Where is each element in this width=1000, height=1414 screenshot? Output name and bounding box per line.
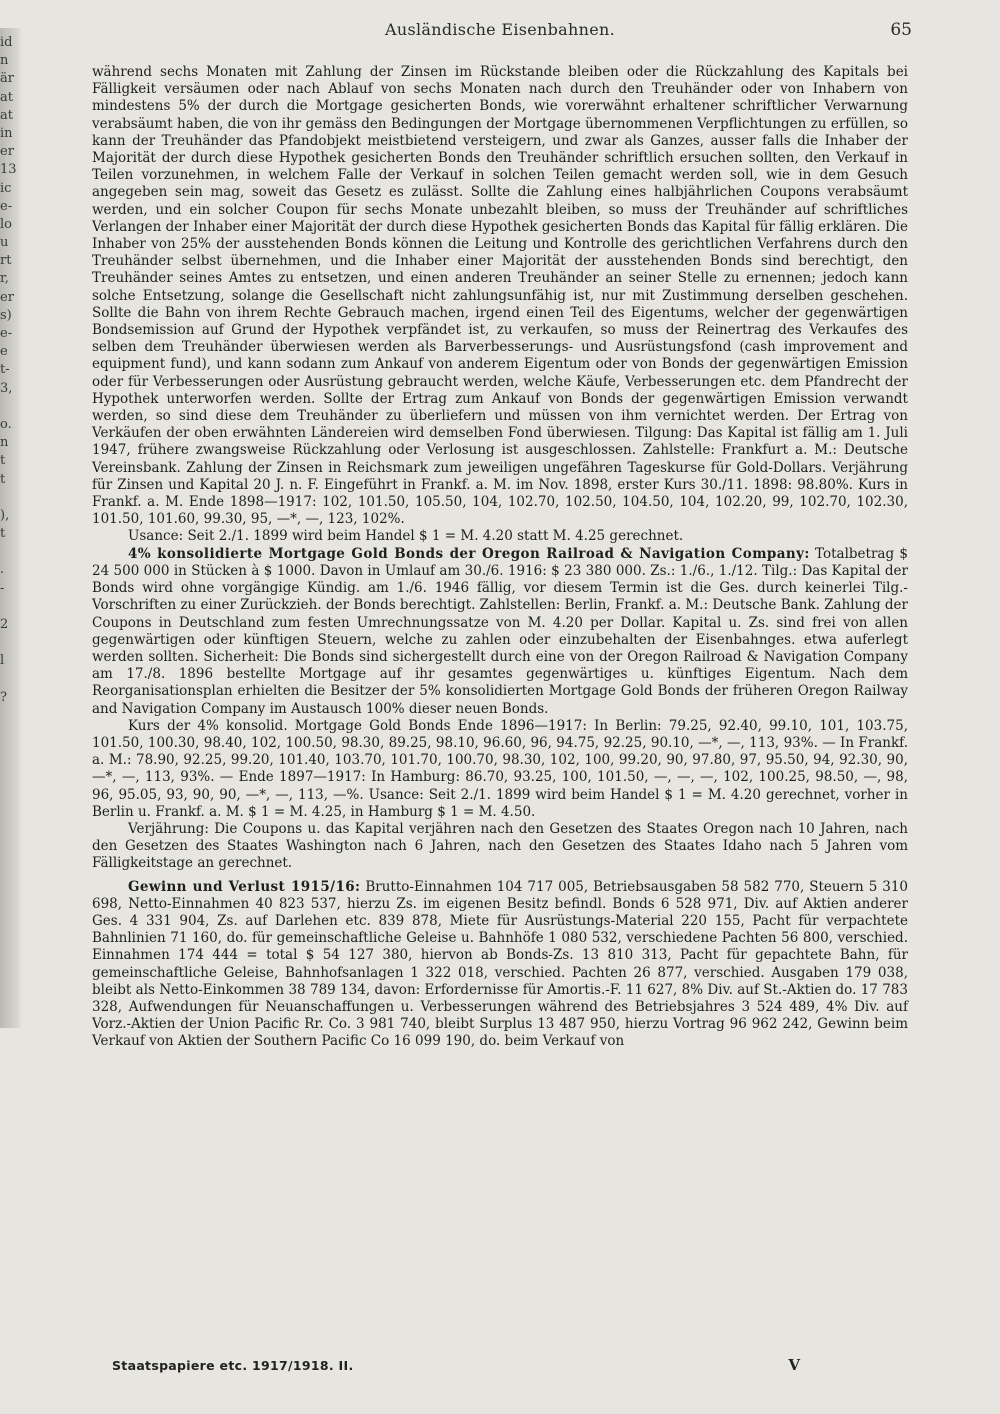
margin-fragment: l: [0, 653, 5, 669]
margin-fragment: id: [0, 35, 13, 50]
margin-fragment: in: [0, 125, 13, 141]
paragraph-text: Kurs der 4% konsolid. Mortgage Gold Bonds Ende 1896—1917: In Berlin: 79.25, 92.40, 99.10, 101, 103.75, 101.50, 100.30, 98.40, 102, 100.50, 98.30, 89.25, 98.10, 96.60, 96, 94.75, 92.25, 90.10, —*, —, 113, 93%. — In Frankf. a. M.: 78.90, 92.25, 99.20, 101.40, 103.70, 101.70, 100.70, 98.30, 102, 100, 99.20, 90, 97.80, 97, 95.50, 94, 92.30, 90, —*, —, 113, 93%. — Ende 1897—1917: In Hamburg: 86.70, 93.25, 100, 101.50, —, —, —, 102, 100.25, 98.50, —, 98, 96, 95.05, 93, 90, 90, —*, —, 113, —%. Usance: Seit 2./1. 1899 wird beim Handel $ 1 = M. 4.20 gerechnet, vorher in Berlin u. Frankf. a. M. $ 1 = M. 4.25, in Hamburg $ 1 = M. 4.50.: [92, 717, 908, 820]
margin-fragment: är: [0, 71, 14, 87]
footer-signature: Staatspapiere etc. 1917/1918. II.: [112, 1358, 354, 1373]
margin-fragment: e-: [0, 198, 13, 214]
margin-fragment: rt: [0, 253, 12, 269]
paragraph-text: Brutto-Einnahmen 104 717 005, Betriebsausgaben 58 582 770, Steuern 5 310 698, Netto-Einnahmen 40 823 537, hierzu Zs. im eigenen Besitz befindl. Bonds 6 528 971, Div. auf Aktien anderer Ges. 4 331 904, Zs. auf Darlehen etc. 839 878, Miete für Ausrüstungs-Material 220 155, Pacht für verpachtete Bahnlinien 71 160, do. für gemeinschaftliche Geleise u. Bahnhöfe 1 080 532, verschiedene Pachten 56 800, verschied. Einnahmen 174 444 = total $ 54 127 380, hiervon ab Bonds-Zs. 13 810 313, Pacht für gepachtete Bahn, für gemeinschaftliche Geleise, Bahnhofsanlagen 1 322 018, verschied. Pachten 26 877, verschied. Ausgaben 179 038, bleibt als Netto-Einkommen 38 789 134, davon: Erfordernisse für Amortis.-F. 11 627, 8% Div. auf St.-Aktien do. 17 783 328, Aufwendungen für Neuanschaffungen u. Verbesserungen während des Betriebsjahres 3 524 489, 4% Div. auf Vorz.-Aktien der Union Pacific Rr. Co. 3 981 740, bleibt Surplus 13 487 950, hierzu Vortrag 96 962 242, Gewinn beim Verkauf von Aktien der Southern Pacific Co 16 099 190, do. beim Verkauf von: [92, 878, 908, 1050]
margin-fragment: n: [0, 53, 9, 69]
margin-fragment: [0, 671, 22, 689]
paragraph-p5: [92, 821, 908, 873]
margin-fragment: er: [0, 144, 14, 160]
margin-fragment: u: [0, 235, 9, 251]
margin-fragment: 3,: [0, 380, 13, 396]
margin-fragment: t: [0, 471, 6, 487]
footer-sheet-mark: V: [788, 1356, 800, 1374]
page-footer: [112, 1358, 800, 1382]
margin-fragment: .: [0, 562, 5, 578]
paragraph-text: während sechs Monaten mit Zahlung der Zinsen im Rückstande bleiben oder die Rückzahlung des Kapitals bei Fälligkeit versäumen oder nach Ablauf von sechs Monaten nach durch den Treuhänder oder von Inhabern von mindestens 5% der durch die Mortgage gesicherten Bonds, wie vorerwähnt erhaltener schriftlicher Verwarnung verabsäumt haben, die von ihr gemäss den Bedingungen der Mortgage übernommenen Verpflichtungen zu erfüllen, so kann der Treuhänder das Pfandobjekt meistbietend versteigern, und zwar als Ganzes, ausser falls die Inhaber der Majorität der durch diese Hypothek gesicherten Bonds den Treuhänder schriftlich ersuchen sollten, den Verkauf in Teilen vorzunehmen, in welchem Falle der Verkauf in solchen Teilen gemacht werden soll, wie in dem Gesuch angegeben sein mag, soweit das Gesetz es zulässt. Sollte die Zahlung eines halbjährlichen Coupons verabsäumt werden, und ein solcher Coupon für sechs Monate unbezahlt bleiben, so muss der Treuhänder auf schriftliches Verlangen der Inhaber einer Majorität der durch diese Hypothek gesicherten Bonds das Kapital für fällig erklären. Die Inhaber von 25% der ausstehenden Bonds können die Leitung und Kontrolle des gerichtlichen Verfahrens durch den Treuhänder selbst übernehmen, und die Inhaber einer Majorität der ausstehenden Bonds sind berechtigt, den Treuhänder seines Amtes zu entsetzen, und einen anderen Treuhänder an seiner Stelle zu ernennen; jedoch kann solche Entsetzung, solange die Gesellschaft nicht zahlungsunfähig ist, nur mit Zustimmung derselben geschehen. Sollte die Bahn von ihrem Rechte Gebrauch machen, irgend einen Teil des Eigentums, welcher der gegenwärtigen Bondsemission auf Grund der Hypothek verpfändet ist, zu verkaufen, so muss der Reinertrag des Verkaufes des selben dem Treuhänder überwiesen werden als Barverbesserungs- und Ausrüstungsfond (cash improvement and equipment fund), und kann sodann zum Ankauf von anderem Eigentum oder von Bonds der gegenwärtigen Emission oder für Verbesserungen oder Ausrüstung gebraucht werden, welche Käufe, Verbesserungen etc. dem Pfandrecht der Hypothek unterworfen werden. Sollte der Ertrag zum Ankauf von Bonds der gegenwärtigen Emission verwandt werden, so sind diese dem Treuhänder zu überliefern und müssen von ihm vernichtet werden. Der Ertrag von Verkäufen der oben erwähnten Ländereien wird demselben Fond überwiesen. Tilgung: Das Kapital ist fällig am 1. Juli 1947, frühere zwangsweise Rückzahlung oder Verlosung ist ausgeschlossen. Zahlstelle: Frankfurt a. M.: Deutsche Vereinsbank. Zahlung der Zinsen in Reichsmark zum jeweiligen ungefähren Tageskurse für Gold-Dollars. Verjährung für Zinsen und Kapital 20 J. n. F. Eingeführt in Frankf. a. M. im Nov. 1898, erster Kurs 30./11. 1898: 98.80%. Kurs in Frankf. a. M. Ende 1898—1917: 102, 101.50, 105.50, 104, 102.70, 102.50, 104.50, 104, 102.20, 99, 102.70, 102.30, 101.50, 101.60, 99.30, 95, —*, —, 123, 102%.: [92, 64, 908, 528]
margin-fragment: [0, 634, 22, 652]
paragraph-p2: [92, 528, 908, 545]
margin-fragment: 13: [0, 162, 17, 178]
margin-fragment: ),: [0, 507, 10, 523]
margin-fragment: 2: [0, 617, 9, 632]
margin-fragment: s): [0, 307, 12, 323]
margin-fragment: at: [0, 107, 13, 123]
margin-fragment: r,: [0, 271, 9, 287]
paragraph-text: Usance: Seit 2./1. 1899 wird beim Handel $ 1 = M. 4.20 statt M. 4.25 gerechnet.: [128, 528, 684, 545]
paragraph-p6: [92, 879, 908, 1051]
margin-fragment: [0, 489, 22, 507]
margin-fragment: t: [0, 453, 6, 469]
margin-fragment: ic: [0, 180, 12, 196]
margin-fragment: [0, 598, 22, 616]
margin-fragment: [0, 543, 22, 561]
paragraph-p4: [92, 718, 908, 821]
margin-fragment: e: [0, 344, 8, 360]
page-header: [90, 20, 910, 44]
margin-fragment: t: [0, 526, 6, 542]
paragraph-p1: [92, 64, 908, 528]
paragraph-p3: [92, 546, 908, 718]
margin-fragment: o.: [0, 416, 12, 432]
margin-fragment: n: [0, 435, 9, 451]
margin-fragment: e-: [0, 326, 13, 341]
paragraph-heading: Gewinn und Verlust 1915/16:: [128, 878, 361, 895]
paragraph-text: Verjährung: Die Coupons u. das Kapital verjähren nach den Gesetzen des Staates Oregon nach 10 Jahren, nach den Gesetzen des Staates Washington nach 6 Jahren, nach den Gesetzen des Staates Idaho nach 5 Jahren vom Fälligkeitstage an gerechnet.: [92, 820, 908, 872]
margin-fragment: t-: [0, 362, 10, 378]
margin-fragment: ?: [0, 689, 7, 705]
margin-fragment: [0, 398, 22, 416]
running-title: Ausländische Eisenbahnen.: [385, 20, 615, 39]
paragraph-heading: 4% konsolidierte Mortgage Gold Bonds der Oregon Railroad & Navigation Company:: [128, 545, 810, 562]
margin-fragments: [0, 34, 22, 707]
body-text: [92, 64, 908, 1051]
margin-fragment: at: [0, 89, 13, 105]
margin-fragment: er: [0, 289, 14, 305]
margin-fragment: lo: [0, 216, 12, 232]
page-number: 65: [890, 20, 912, 40]
paragraph-text: Totalbetrag $ 24 500 000 in Stücken à $ 1000. Davon in Umlauf am 30./6. 1916: $ 23 380 000. Zs.: 1./6., 1./12. Tilg.: Das Kapital der Bonds wird ohne vorgängige Kündig. am 1./6. 1946 fällig, vor diesem Termin ist die Ges. durch keinerlei Tilg.-Vorschriften zu einer Zurückzieh. der Bonds berechtigt. Zahlstellen: Berlin, Frankf. a. M.: Deutsche Bank. Zahlung der Coupons in Deutschland zum festen Umrechnungssatze von M. 4.20 per Dollar. Kapital u. Zs. sind frei von allen gegenwärtigen oder künftigen Steuern, welche zu zahlen oder einzubehalten der Eisenbahnges. etwa auferlegt werden sollten. Sicherheit: Die Bonds sind sichergestellt durch eine von der Oregon Railroad & Navigation Company am 17./8. 1896 bestellte Mortgage auf ihr gesamtes gegenwärtiges u. künftiges Eigentum. Nach dem Reorganisationsplan erhielten die Besitzer der 5% konsolidierten Mortgage Gold Bonds der früheren Oregon Railway and Navigation Company im Austausch 100% dieser neuen Bonds.: [92, 545, 908, 717]
margin-fragment: -: [0, 580, 5, 596]
